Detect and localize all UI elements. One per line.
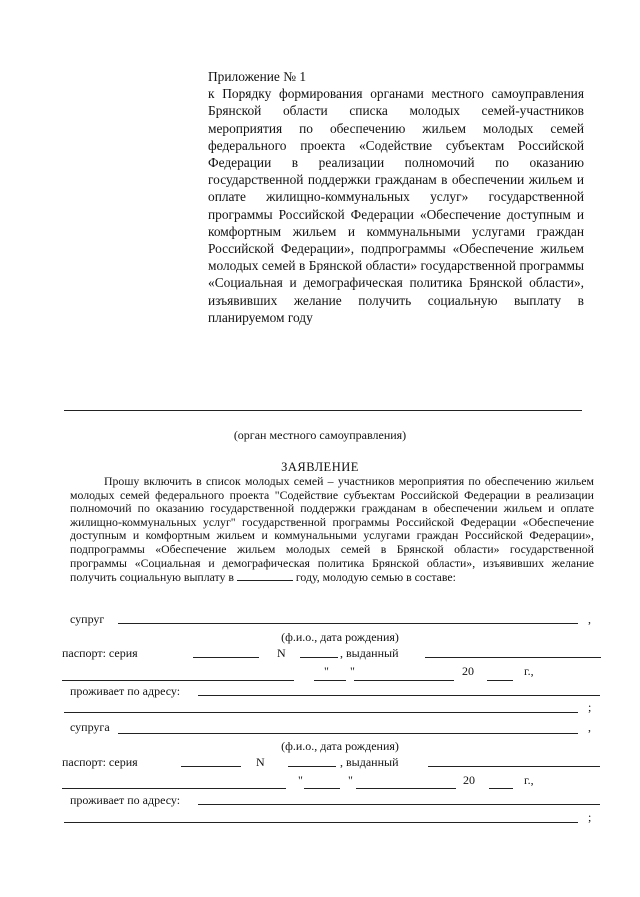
request-paragraph [70, 475, 594, 585]
husband-caption: (ф.и.о., дата рождения) [281, 630, 399, 644]
wife-address-label: проживает по адресу: [70, 793, 181, 807]
organ-line[interactable] [64, 410, 582, 411]
wife-address-line[interactable] [198, 804, 600, 805]
year-blank[interactable] [237, 570, 293, 581]
wife-comma: , [588, 720, 591, 734]
husband-passport-number-line[interactable] [300, 657, 338, 658]
husband-month-line[interactable] [354, 680, 454, 681]
husband-semicolon: ; [588, 700, 592, 714]
wife-day-line[interactable] [304, 788, 340, 789]
wife-semicolon: ; [588, 810, 592, 824]
wife-quote-close: " [348, 773, 353, 787]
husband-quote-open: " [324, 664, 329, 678]
husband-day-line[interactable] [314, 680, 346, 681]
husband-passport-series-line[interactable] [193, 657, 259, 658]
wife-passport-label: паспорт: серия [62, 755, 138, 769]
appendix-title: Приложение № 1 [208, 69, 307, 84]
husband-year-line[interactable] [487, 680, 513, 681]
husband-label: супруг [70, 612, 105, 626]
husband-passport-label: паспорт: серия [62, 646, 138, 660]
husband-name-line[interactable] [118, 623, 578, 624]
wife-n-label: N [256, 755, 265, 769]
husband-address-line-2[interactable] [64, 712, 578, 713]
wife-caption: (ф.и.о., дата рождения) [281, 739, 399, 753]
wife-quote-open: " [298, 773, 303, 787]
wife-year-suffix: г., [524, 773, 534, 787]
husband-year-suffix: г., [524, 664, 534, 678]
husband-issued-by-line[interactable] [425, 657, 601, 658]
wife-year-prefix: 20 [463, 773, 475, 787]
organ-caption: (орган местного самоуправления) [233, 428, 407, 442]
husband-issued-by-line-2[interactable] [62, 680, 294, 681]
appendix-block [208, 68, 584, 326]
wife-issued-by-line-2[interactable] [62, 788, 286, 789]
wife-name-line[interactable] [118, 733, 578, 734]
document-heading: ЗАЯВЛЕНИЕ [281, 460, 359, 474]
husband-year-prefix: 20 [462, 664, 474, 678]
appendix-text: к Порядку формирования органами местного самоуправления Брянской области списка молодых семей-участников мероприятия по обеспечению жильем молодых семей федерального проекта «Содействие субъектам Российской Федерации в реализации полномочий по оказанию государственной поддержки гражданам в обеспечении жильем и оплате жилищно-коммунальных услуг» государственной программы Российской Федерации «Обеспечение доступным и комфортным жильем и коммунальными услугами граждан Российской Федерации», подпрограммы «Обеспечение жильем молодых семей в Брянской области» государственной программы «Социальная и демографическая политика Брянской области», изъявивших желание получить социальную выплату в планируемом году [208, 86, 584, 325]
husband-issued-label: , выданный [340, 646, 399, 660]
wife-address-line-2[interactable] [64, 822, 578, 823]
wife-passport-number-line[interactable] [288, 766, 336, 767]
husband-quote-close: " [350, 664, 355, 678]
wife-passport-series-line[interactable] [181, 766, 241, 767]
wife-year-line[interactable] [489, 788, 513, 789]
husband-comma: , [588, 612, 591, 626]
husband-address-line[interactable] [198, 695, 600, 696]
request-ending: молодую семью в составе: [322, 570, 456, 585]
wife-issued-label: , выданный [340, 755, 399, 769]
husband-address-label: проживает по адресу: [70, 684, 181, 698]
wife-month-line[interactable] [356, 788, 456, 789]
wife-issued-by-line[interactable] [428, 766, 600, 767]
wife-label: супруга [70, 720, 110, 734]
request-year-word: году, [295, 570, 320, 585]
husband-n-label: N [277, 646, 286, 660]
request-text: Прошу включить в список молодых семей – участников мероприятия по обеспечению жильем молодых семей федерального проекта "Содействие субъектам Российской Федерации в реализации полномочий по оказанию государственной поддержки гражданам в обеспечении жильем и оплате жилищно-коммунальных услуг" государственной программы Российской Федерации «Обеспечение доступным и комфортным жильем и коммунальными услугами граждан Российской Федерации», подпрограммы «Обеспечение жильем молодых семей в Брянской области» государственной программы «Социальная и демографическая политика Брянской области», изъявивших желание получить социальную выплату в [70, 474, 594, 585]
